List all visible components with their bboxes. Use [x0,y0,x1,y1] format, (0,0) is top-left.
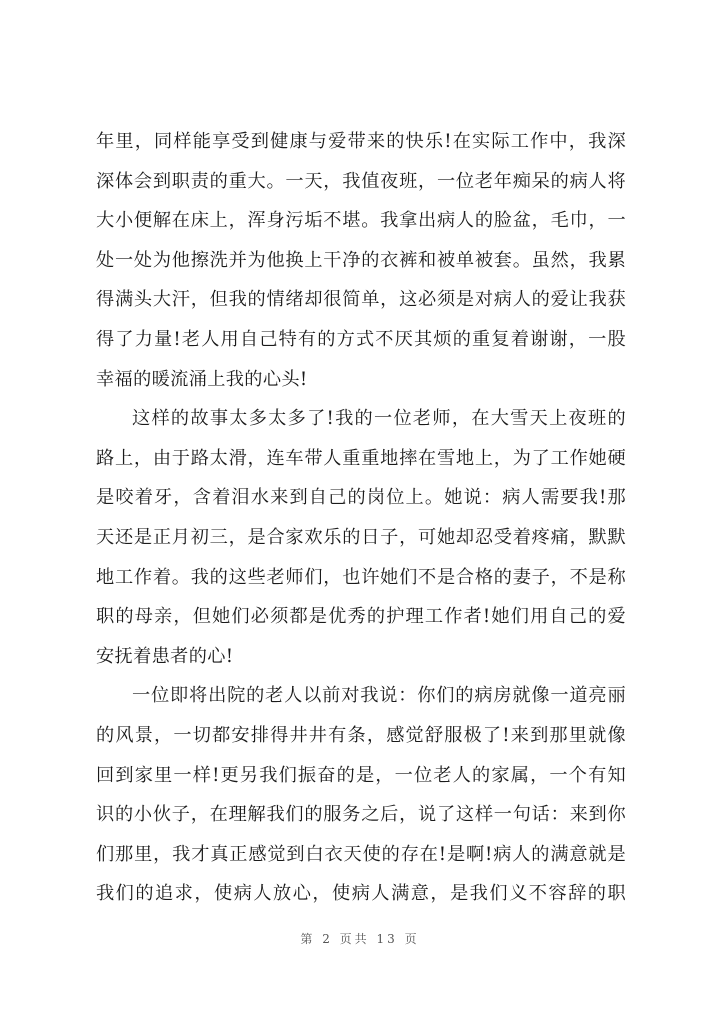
text-line: 回到家里一样!更另我们振奋的是，一位老人的家属，一个有知 [96,764,626,786]
text-line: 一位即将出院的老人以前对我说：你们的病房就像一道亮丽 [132,685,626,707]
text-line: 路上，由于路太滑，连车带人重重地摔在雪地上，为了工作她硬 [96,447,626,469]
text-line: 这样的故事太多太多了!我的一位老师，在大雪天上夜班的 [132,408,626,430]
text-line: 深体会到职责的重大。一天，我值夜班，一位老年痴呆的病人将 [96,170,626,192]
text-line: 年里，同样能享受到健康与爱带来的快乐!在实际工作中，我深 [96,131,626,152]
text-line: 得满头大汗，但我的情绪却很简单，这必须是对病人的爱让我获 [96,289,626,311]
page-number-footer: 第 2 页共 13 页 [300,932,420,946]
text-line: 处一处为他擦洗并为他换上干净的衣裤和被单被套。虽然，我累 [96,249,626,271]
text-line: 幸福的暖流涌上我的心头! [96,368,308,390]
text-line: 得了力量!老人用自己特有的方式不厌其烦的重复着谢谢，一股 [96,328,626,350]
text-line: 的风景，一切都安排得井井有条，感觉舒服极了!来到那里就像 [96,724,626,746]
text-line: 地工作着。我的这些老师们，也许她们不是合格的妻子，不是称 [96,566,626,588]
text-line: 安抚着患者的心! [96,645,234,667]
text-line: 们那里，我才真正感觉到白衣天使的存在!是啊!病人的满意就是 [96,843,626,865]
body-text [96,122,626,914]
text-line: 天还是正月初三，是合家欢乐的日子，可她却忍受着疼痛，默默 [96,526,626,548]
text-line: 大小便解在床上，浑身污垢不堪。我拿出病人的脸盆，毛巾，一 [96,210,626,232]
text-line: 职的母亲，但她们必须都是优秀的护理工作者!她们用自己的爱 [96,606,626,628]
text-line: 我们的追求，使病人放心，使病人满意，是我们义不容辞的职 [96,883,626,905]
text-line: 是咬着牙，含着泪水来到自己的岗位上。她说：病人需要我!那 [96,487,626,509]
text-line: 识的小伙子，在理解我们的服务之后，说了这样一句话：来到你 [96,804,626,826]
